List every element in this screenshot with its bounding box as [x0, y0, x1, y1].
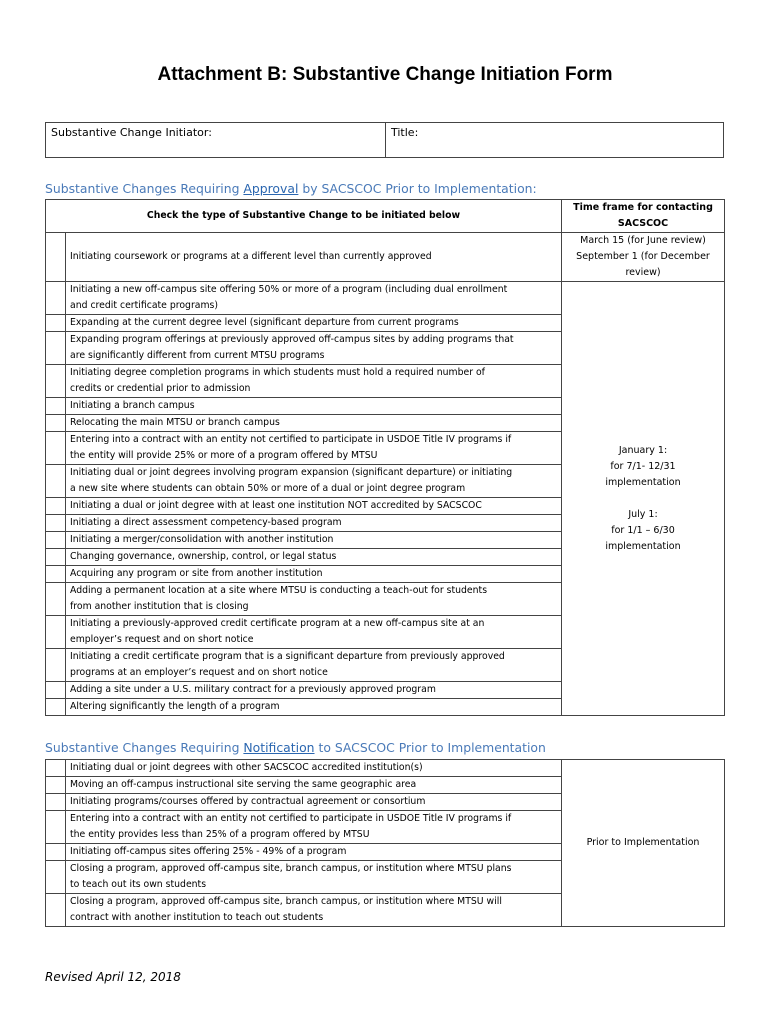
checkbox-cell[interactable]: [46, 777, 66, 794]
change-type: [66, 811, 562, 844]
checkbox-cell[interactable]: [46, 699, 66, 716]
checkbox-cell[interactable]: [46, 315, 66, 332]
change-type: [66, 415, 562, 432]
change-type: [66, 777, 562, 794]
form-title: Attachment B: Substantive Change Initiation Form: [157, 64, 613, 85]
line: Relocating the main MTSU or branch campus: [70, 417, 280, 428]
header-row: [46, 200, 725, 233]
notification-table: [45, 759, 725, 927]
line: Initiating a dual or joint degree with at least one institution NOT accredited by SACSCOC: [70, 500, 482, 511]
change-type: [66, 583, 562, 616]
line: Entering into a contract with an entity not certified to participate in USDOE Title IV programs if: [70, 434, 512, 445]
checkbox-cell[interactable]: [46, 811, 66, 844]
line: review): [625, 267, 661, 278]
line: Expanding program offerings at previously approved off-campus sites by adding programs that: [70, 334, 514, 345]
line: Initiating a new off-campus site offering 50% or more of a program (including dual enrollment: [70, 284, 508, 295]
change-type: [66, 465, 562, 498]
line: Initiating degree completion programs in which students must hold a required number of: [70, 367, 485, 378]
approval-table: [45, 199, 725, 716]
line: September 1 (for December: [576, 251, 710, 262]
line: contract with another institution to teach out students: [70, 912, 324, 923]
line: Entering into a contract with an entity not certified to participate in USDOE Title IV programs if: [70, 813, 512, 824]
notification-heading: Substantive Changes Requiring Notification to SACSCOC Prior to Implementation: [45, 740, 546, 755]
table-row: [46, 282, 725, 315]
initiator-table: [45, 122, 724, 158]
line: credits or credential prior to admission: [70, 383, 251, 394]
checkbox-cell[interactable]: [46, 844, 66, 861]
change-type: [66, 894, 562, 927]
change-type: [66, 794, 562, 811]
change-type: [66, 532, 562, 549]
line: are significantly different from current MTSU programs: [70, 350, 325, 361]
change-type: [66, 432, 562, 465]
checkbox-cell[interactable]: [46, 282, 66, 315]
change-type: [66, 760, 562, 777]
checkbox-cell[interactable]: [46, 415, 66, 432]
change-type: [66, 515, 562, 532]
change-type: [66, 699, 562, 716]
checkbox-cell[interactable]: [46, 894, 66, 927]
line: to teach out its own students: [70, 879, 207, 890]
checkbox-cell[interactable]: [46, 760, 66, 777]
line: Initiating a branch campus: [70, 400, 195, 411]
change-type: [66, 861, 562, 894]
checkbox-cell[interactable]: [46, 794, 66, 811]
line: Expanding at the current degree level (significant departure from current programs: [70, 317, 459, 328]
checkbox-cell[interactable]: [46, 861, 66, 894]
approval-heading: Substantive Changes Requiring Approval by SACSCOC Prior to Implementation:: [45, 181, 537, 196]
line: Adding a site under a U.S. military contract for a previously approved program: [70, 684, 436, 695]
checkbox-cell[interactable]: [46, 532, 66, 549]
change-type: [66, 649, 562, 682]
line: for 1/1 – 6/30: [611, 524, 675, 536]
change-type: [66, 315, 562, 332]
checkbox-cell[interactable]: [46, 432, 66, 465]
change-type: [66, 398, 562, 415]
line: Initiating a credit certificate program that is a significant departure from previously approved: [70, 651, 505, 662]
checkbox-cell[interactable]: [46, 332, 66, 365]
checkbox-cell[interactable]: [46, 649, 66, 682]
change-type: [66, 566, 562, 583]
change-type: [66, 549, 562, 566]
line: Closing a program, approved off-campus site, branch campus, or institution where MTSU will: [70, 896, 502, 907]
line: Initiating a direct assessment competency-based program: [70, 517, 342, 528]
change-type: [66, 332, 562, 365]
line: Initiating programs/courses offered by contractual agreement or consortium: [70, 796, 426, 807]
title-field[interactable]: [386, 123, 723, 157]
line: Initiating coursework or programs at a different level than currently approved: [70, 251, 432, 262]
checkbox-cell[interactable]: [46, 365, 66, 398]
line: July 1:: [628, 508, 658, 520]
change-type: [66, 233, 562, 282]
checkbox-cell[interactable]: [46, 498, 66, 515]
line: for 7/1- 12/31: [610, 460, 676, 472]
initiator-label: Substantive Change Initiator:: [51, 126, 212, 139]
checkbox-cell[interactable]: [46, 515, 66, 532]
checkbox-cell[interactable]: [46, 233, 66, 282]
line: Initiating a previously-approved credit certificate program at a new off-campus site at an: [70, 618, 485, 629]
line: Time frame for contacting: [573, 202, 713, 213]
timeframe-january-july: [562, 282, 725, 716]
timeframe-header: [562, 200, 725, 233]
line: January 1:: [618, 444, 668, 456]
change-type: [66, 616, 562, 649]
line: Changing governance, ownership, control, or legal status: [70, 551, 337, 562]
checkbox-cell[interactable]: [46, 549, 66, 566]
table-row: [46, 233, 725, 282]
timeframe-march-september: [562, 233, 725, 282]
line: Acquiring any program or site from another institution: [70, 568, 323, 579]
line: employer’s request and on short notice: [70, 634, 254, 645]
timeframe-prior: Prior to Implementation: [562, 760, 725, 927]
change-type: [66, 365, 562, 398]
checkbox-cell[interactable]: [46, 465, 66, 498]
header-spacer: [46, 200, 562, 233]
line: from another institution that is closing: [70, 601, 249, 612]
revised-date: Revised April 12, 2018: [45, 970, 181, 984]
checkbox-cell[interactable]: [46, 616, 66, 649]
line: Altering significantly the length of a program: [70, 701, 280, 712]
line: a new site where students can obtain 50% or more of a dual or joint degree program: [70, 483, 466, 494]
change-type: [66, 844, 562, 861]
line: Initiating a merger/consolidation with another institution: [70, 534, 334, 545]
line: March 15 (for June review): [580, 235, 706, 246]
checkbox-cell[interactable]: [46, 682, 66, 699]
line: and credit certificate programs): [70, 300, 219, 311]
line: [566, 491, 720, 507]
change-type: [66, 682, 562, 699]
line: Adding a permanent location at a site where MTSU is conducting a teach-out for students: [70, 585, 488, 596]
line: Initiating dual or joint degrees with other SACSCOC accredited institution(s): [70, 762, 423, 773]
line: the entity will provide 25% or more of a program offered by MTSU: [70, 450, 378, 461]
table-row: [46, 760, 725, 777]
change-type: [66, 498, 562, 515]
checkbox-cell[interactable]: [46, 583, 66, 616]
initiator-field[interactable]: [46, 123, 386, 157]
line: implementation: [605, 476, 681, 488]
line: Closing a program, approved off-campus site, branch campus, or institution where MTSU plans: [70, 863, 512, 874]
line: the entity provides less than 25% of a program offered by MTSU: [70, 829, 370, 840]
column-header: Check the type of Substantive Change to be initiated below: [146, 210, 461, 221]
line: Moving an off-campus instructional site serving the same geographic area: [70, 779, 417, 790]
line: Initiating dual or joint degrees involving program expansion (significant departure) or initiating: [70, 467, 513, 478]
change-type: [66, 282, 562, 315]
line: implementation: [605, 540, 681, 552]
checkbox-cell[interactable]: [46, 566, 66, 583]
checkbox-cell[interactable]: [46, 398, 66, 415]
line: Initiating off-campus sites offering 25% - 49% of a program: [70, 846, 347, 857]
line: SACSCOC: [617, 218, 669, 229]
line: programs at an employer’s request and on short notice: [70, 667, 328, 678]
title-label: Title:: [391, 126, 419, 139]
